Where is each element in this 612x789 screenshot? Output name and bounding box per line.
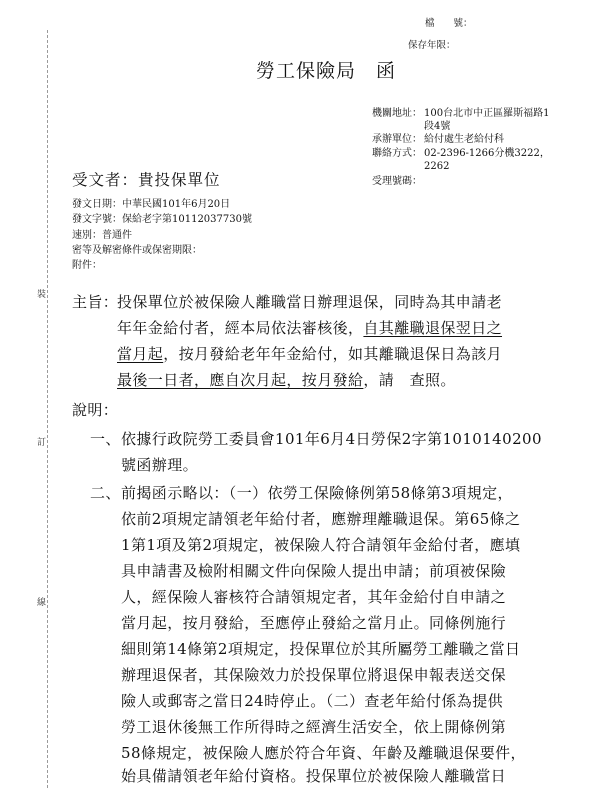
binding-line [47,30,48,788]
contact-value-line2: 2262 [424,161,450,172]
attachment: 附件： [72,260,102,271]
file-number-label: 檔 號： [425,18,473,29]
item-number: 二、 [90,484,121,502]
subject-line [117,341,502,367]
unit-label: 承辦單位： [372,134,422,145]
subject-emphasis: 最後一日者，應自次月起，按月發給 [117,371,364,389]
item-line: 具申請書及檢附相關文件向保險人提出申請；前項被保險 [121,562,507,580]
subject-text: ，請 查照。 [363,371,456,389]
retention-period-label: 保存年限： [408,40,456,51]
subject-line [117,315,502,341]
issue-date: 發文日期：中華民國101年6月20日 [72,199,231,210]
subject-text: 年年金給付者，經本局依法審核後， [117,319,364,337]
item-line: 前揭函示略以：（一）依勞工保險條例第58條第3項規定， [121,484,513,502]
item-line: 始具備請領老年給付資格。投保單位於被保險人離職當日 [121,767,507,785]
item-line: 1第1項及第2項規定，被保險人符合請領年金給付者，應填 [121,536,521,554]
address-value-line1: 100台北市中正區羅斯福路1 [424,108,550,119]
item-line: 號函辦理。 [121,456,199,474]
issue-number: 發文字號：保給老字第10112037730號 [72,214,252,225]
secrecy-level: 密等及解密條件或保密期限： [72,245,202,256]
subject-line: 投保單位於被保險人離職當日辦理退保，同時為其申請老 [117,293,503,311]
address-label: 機關地址： [372,108,422,119]
contact-value-line1: 02-2396-1266分機3222， [424,148,550,159]
subject-line [117,367,456,393]
contact-label: 聯絡方式： [372,148,422,159]
item-line: 人，經保險人審核符合請領規定者，其年金給付自申請之 [121,588,507,606]
item-line: 當月起，按月發給，至應停止發給之當月止。同條例施行 [121,614,507,632]
subject-label: 主旨： [72,293,119,311]
subject-text: ，按月發給老年年金給付，如其離職退保日為該月 [163,345,503,363]
address-value-line2: 段4號 [424,121,451,132]
document-title: 勞工保險局 函 [256,60,397,82]
item-line: 細則第14條第2項規定，投保單位於其所屬勞工離職之當日 [121,640,521,658]
explanation-label: 說明： [72,401,119,419]
item-line: 依據行政院勞工委員會101年6月4日勞保2字第1010140200 [121,430,542,448]
item-line: 依前2項規定請領老年給付者，應辦理離職退保。第65條之 [121,510,521,528]
item-number: 一、 [90,430,121,448]
delivery-speed: 速別：普通件 [72,230,132,241]
binding-mark-top: 裝 [37,287,46,300]
subject-emphasis: 當月起 [117,345,164,363]
item-line: 險人或郵寄之當日24時停止。（二）查老年給付係為提供 [121,692,503,710]
item-line: 勞工退休後無工作所得時之經濟生活安全，依上開條例第 [121,718,507,736]
binding-mark-bottom: 線 [37,595,46,608]
receipt-number-label: 受理號碼： [372,176,422,187]
unit-value: 給付處生老給付科 [424,134,504,145]
subject-emphasis: 自其離職退保翌日之 [363,319,503,337]
item-line: 辦理退保者，其保險效力於投保單位將退保申報表送交保 [121,666,507,684]
recipient: 受文者：貴投保單位 [72,171,221,189]
item-line: 58條規定，被保險人應於符合年資、年齡及離職退保要件， [121,744,526,762]
binding-mark-middle: 訂 [37,435,46,448]
